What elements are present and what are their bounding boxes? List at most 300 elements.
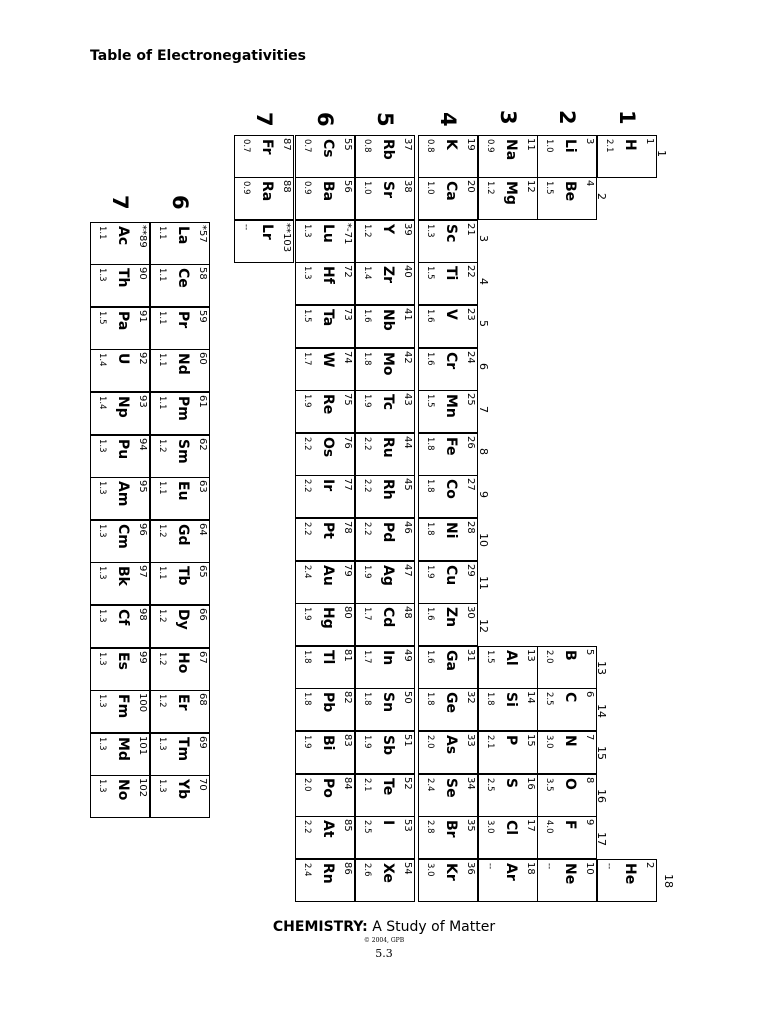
atomic-number: 18 <box>525 861 536 875</box>
element-symbol: Co <box>443 479 459 500</box>
electronegativity-value: 0.7 <box>241 138 251 153</box>
atomic-number: 22 <box>465 265 476 279</box>
electronegativity-value: 1.8 <box>362 692 372 706</box>
element-symbol: Np <box>115 395 131 418</box>
atomic-number: 52 <box>402 776 413 790</box>
electronegativity-value: 2.0 <box>302 777 312 792</box>
element-symbol: Rn <box>320 862 336 884</box>
atomic-number: 96 <box>137 522 148 536</box>
atomic-number: 81 <box>342 648 353 662</box>
element-symbol: La <box>175 225 191 244</box>
atomic-number: 59 <box>197 309 208 323</box>
element-symbol: Ru <box>380 436 396 458</box>
electronegativity-value: 1.2 <box>157 438 167 453</box>
element-symbol: Os <box>320 436 336 457</box>
atomic-number: 91 <box>137 309 148 323</box>
atomic-number: 9 <box>584 819 595 826</box>
element-symbol: Ir <box>320 479 336 492</box>
electronegativity-value: 3.0 <box>485 820 495 834</box>
element-symbol: Ga <box>443 649 459 671</box>
electronegativity-value: 1.7 <box>362 649 372 664</box>
group-label: 14 <box>595 703 608 718</box>
electronegativity-value: 2.4 <box>302 564 312 579</box>
electronegativity-value: 2.2 <box>362 436 372 451</box>
page-number: 5.3 <box>375 947 393 960</box>
atomic-number: 7 <box>584 733 595 741</box>
atomic-number: 66 <box>197 607 208 621</box>
electronegativity-value: 1.2 <box>362 223 372 238</box>
atomic-number: **103 <box>281 222 292 252</box>
electronegativity-value: 2.5 <box>544 692 554 706</box>
atomic-number: 17 <box>525 819 536 832</box>
element-symbol: He <box>622 862 638 884</box>
atomic-number: 100 <box>137 693 148 713</box>
element-symbol: Bi <box>320 734 336 751</box>
element-symbol: Dy <box>175 608 191 630</box>
atomic-number: 23 <box>465 307 476 321</box>
element-symbol: Fm <box>115 694 131 719</box>
element-symbol: Te <box>380 777 396 795</box>
electronegativity-value: 1.2 <box>157 694 167 708</box>
electronegativity-value: 1.8 <box>485 692 495 706</box>
electronegativity-value: 2.0 <box>425 734 435 749</box>
atomic-number: 74 <box>342 350 353 364</box>
electronegativity-value: 1.3 <box>157 779 167 793</box>
atomic-number: 63 <box>197 480 208 493</box>
atomic-number: 75 <box>342 393 353 406</box>
electronegativity-value: 0.7 <box>302 138 312 153</box>
atomic-number: 11 <box>525 137 536 151</box>
element-symbol: Tl <box>320 649 336 665</box>
atomic-number: 76 <box>342 435 353 449</box>
atomic-number: 82 <box>342 691 353 705</box>
atomic-number: 93 <box>137 394 148 408</box>
electronegativity-value: 0.9 <box>485 138 495 153</box>
electronegativity-value: 1.3 <box>302 266 312 280</box>
element-symbol: Yb <box>175 779 191 800</box>
element-symbol: Hf <box>320 266 336 285</box>
electronegativity-value: 1.3 <box>97 736 107 751</box>
electronegativity-value: 1.4 <box>97 353 107 367</box>
element-symbol: Ra <box>259 181 275 202</box>
atomic-number: 54 <box>402 861 413 875</box>
electronegativity-value: 1.3 <box>97 481 107 495</box>
electronegativity-value: 1.8 <box>302 649 312 664</box>
element-symbol: Pr <box>175 310 191 328</box>
atomic-number: 65 <box>197 565 208 579</box>
electronegativity-value: 1.5 <box>302 308 312 323</box>
element-symbol: Mg <box>503 181 519 206</box>
atomic-number: 43 <box>402 393 413 406</box>
atomic-number: 70 <box>197 778 208 792</box>
electronegativity-value: 2.6 <box>362 862 372 877</box>
electronegativity-value: 1.2 <box>157 608 167 623</box>
element-symbol: Rh <box>380 479 396 501</box>
electronegativity-value: 1.5 <box>544 181 554 195</box>
electronegativity-value: 2.1 <box>362 777 372 792</box>
element-symbol: S <box>503 777 519 788</box>
element-symbol: Ar <box>503 862 519 881</box>
element-symbol: Tm <box>175 736 191 761</box>
element-symbol: Th <box>115 268 131 288</box>
element-symbol: Al <box>503 649 519 666</box>
electronegativity-value: 3.5 <box>544 777 554 792</box>
electronegativity-value: 0.9 <box>302 181 312 195</box>
element-symbol: U <box>115 353 131 365</box>
element-symbol: Pt <box>320 521 336 539</box>
electronegativity-value: 1.7 <box>302 351 312 366</box>
electronegativity-value: 1.7 <box>362 607 372 621</box>
electronegativity-value: 1.8 <box>362 351 372 366</box>
electronegativity-value: 0.9 <box>241 181 251 195</box>
electronegativity-value: 1.1 <box>157 481 167 495</box>
period-label: 3 <box>496 110 520 125</box>
electronegativity-value: 1.9 <box>362 734 372 749</box>
footer-title <box>0 919 768 935</box>
element-symbol: Cl <box>503 820 519 836</box>
electronegativity-value: 1.6 <box>425 649 435 664</box>
atomic-number: 95 <box>137 480 148 493</box>
group-label: 10 <box>477 533 490 548</box>
electronegativity-value: 1.3 <box>302 223 312 238</box>
electronegativity-value: 1.9 <box>425 564 435 579</box>
atomic-number: 10 <box>584 861 595 875</box>
electronegativity-value: 3.0 <box>544 734 554 749</box>
electronegativity-value: 1.5 <box>425 394 435 408</box>
electronegativity-value: 1.8 <box>302 692 312 706</box>
atomic-number: 47 <box>402 563 413 577</box>
electronegativity-value: 2.8 <box>425 820 435 834</box>
electronegativity-value: 2.5 <box>362 820 372 834</box>
electronegativity-value: 2.1 <box>604 138 614 153</box>
electronegativity-value: -- <box>241 223 251 230</box>
element-symbol: Ag <box>380 564 396 586</box>
atomic-number: 26 <box>465 435 476 449</box>
element-symbol: At <box>320 820 336 838</box>
atomic-number: 25 <box>465 393 476 406</box>
atomic-number: *57 <box>197 224 208 243</box>
element-symbol: Cs <box>320 138 336 158</box>
period-label: 1 <box>615 110 639 125</box>
element-symbol: Pu <box>115 438 131 459</box>
atomic-number: 92 <box>137 352 148 366</box>
atomic-number: 67 <box>197 650 208 664</box>
element-symbol: Cm <box>115 523 131 549</box>
atomic-number: 94 <box>137 437 148 451</box>
electronegativity-value: 2.5 <box>485 777 495 792</box>
atomic-number: 16 <box>525 776 536 790</box>
electronegativity-value: 1.1 <box>157 353 167 367</box>
electronegativity-value: 1.3 <box>97 694 107 708</box>
electronegativity-value: 1.8 <box>425 521 435 536</box>
electronegativity-value: 2.2 <box>362 521 372 536</box>
element-symbol: Pd <box>380 521 396 543</box>
period-label: 5 <box>373 112 397 127</box>
atomic-number: 27 <box>465 478 476 492</box>
electronegativity-value: 2.2 <box>362 479 372 493</box>
element-symbol: Sb <box>380 734 396 755</box>
element-symbol: Ni <box>443 521 459 539</box>
atomic-number: **89 <box>137 224 148 248</box>
series-label: 6 <box>168 195 192 210</box>
element-symbol: Y <box>380 223 396 234</box>
atomic-number: 19 <box>465 137 476 151</box>
atomic-number: *-71 <box>342 222 353 245</box>
electronegativity-value: 1.6 <box>425 351 435 366</box>
element-symbol: In <box>380 649 396 665</box>
element-symbol: Cu <box>443 564 459 585</box>
element-symbol: Li <box>562 138 578 153</box>
atomic-number: 46 <box>402 520 413 534</box>
electronegativity-value: 1.5 <box>97 310 107 325</box>
element-symbol: Tc <box>380 394 396 411</box>
element-symbol: Ho <box>175 651 191 673</box>
electronegativity-value: 2.2 <box>302 479 312 493</box>
element-symbol: Pa <box>115 310 131 331</box>
atomic-number: 98 <box>137 607 148 621</box>
electronegativity-value: 1.1 <box>157 310 167 325</box>
electronegativity-value: 1.8 <box>425 436 435 451</box>
element-symbol: Ta <box>320 308 336 327</box>
electronegativity-value: 1.4 <box>362 266 372 280</box>
atomic-number: 21 <box>465 222 476 236</box>
element-symbol: W <box>320 351 336 367</box>
element-symbol: N <box>562 734 578 747</box>
atomic-number: 5 <box>584 648 595 656</box>
element-symbol: Fe <box>443 436 459 456</box>
element-symbol: P <box>503 734 519 746</box>
element-symbol: Ca <box>443 181 459 201</box>
element-symbol: Kr <box>443 862 459 881</box>
element-symbol: Tb <box>175 566 191 586</box>
element-symbol: Ne <box>562 862 578 884</box>
atomic-number: 24 <box>465 350 476 364</box>
electronegativity-value: 2.2 <box>302 820 312 834</box>
atomic-number: 85 <box>342 819 353 832</box>
element-symbol: Sr <box>380 181 396 199</box>
electronegativity-value: 1.4 <box>97 395 107 410</box>
atomic-number: 53 <box>402 819 413 832</box>
atomic-number: 39 <box>402 222 413 236</box>
element-symbol: Na <box>503 138 519 160</box>
group-label: 17 <box>595 831 608 846</box>
electronegativity-value: 1.6 <box>425 308 435 323</box>
atomic-number: 3 <box>584 137 595 144</box>
atomic-number: 29 <box>465 563 476 577</box>
group-label: 18 <box>662 874 675 889</box>
element-symbol: Lu <box>320 223 336 243</box>
electronegativity-value: 1.0 <box>544 138 554 153</box>
atomic-number: 61 <box>197 394 208 408</box>
element-symbol: I <box>380 820 396 826</box>
element-symbol: Ce <box>175 268 191 288</box>
atomic-number: 78 <box>342 520 353 534</box>
group-label: 6 <box>477 363 490 370</box>
electronegativity-value: 1.3 <box>425 223 435 238</box>
element-symbol: Br <box>443 820 459 838</box>
group-label: 9 <box>477 490 490 498</box>
element-symbol: Pb <box>320 692 336 713</box>
electronegativity-value: 1.3 <box>97 651 107 666</box>
electronegativity-value: 1.0 <box>425 181 435 195</box>
atomic-number: 60 <box>197 352 208 366</box>
footer-subtitle: A Study of Matter <box>367 919 496 935</box>
group-label: 16 <box>595 789 608 803</box>
atomic-number: 31 <box>465 648 476 662</box>
electronegativity-value: 1.6 <box>425 607 435 621</box>
electronegativity-value: 1.0 <box>362 181 372 195</box>
element-symbol: As <box>443 734 459 755</box>
electronegativity-value: 3.0 <box>425 862 435 877</box>
electronegativity-value: 1.6 <box>362 308 372 323</box>
atomic-number: 14 <box>525 691 536 705</box>
atomic-number: 88 <box>281 180 292 193</box>
atomic-number: 55 <box>342 137 353 151</box>
electronegativity-value: 1.9 <box>302 734 312 749</box>
element-symbol: C <box>562 692 578 703</box>
atomic-number: 72 <box>342 265 353 279</box>
element-symbol: Re <box>320 394 336 415</box>
atomic-number: 64 <box>197 522 208 536</box>
electronegativity-value: 1.2 <box>157 651 167 666</box>
element-symbol: Sn <box>380 692 396 713</box>
atomic-number: 62 <box>197 437 208 451</box>
element-symbol: Cr <box>443 351 459 369</box>
electronegativity-value: 1.8 <box>425 479 435 493</box>
atomic-number: 8 <box>584 776 595 783</box>
atomic-number: 30 <box>465 606 476 619</box>
electronegativity-value: 4.0 <box>544 820 554 834</box>
element-symbol: Sm <box>175 438 191 464</box>
element-symbol: K <box>443 138 459 150</box>
electronegativity-value: 1.1 <box>157 566 167 580</box>
element-symbol: Be <box>562 181 578 202</box>
atomic-number: 97 <box>137 565 148 579</box>
electronegativity-value: 1.3 <box>97 438 107 453</box>
element-symbol: Cd <box>380 607 396 628</box>
element-symbol: Xe <box>380 862 396 883</box>
group-label: 2 <box>595 192 608 200</box>
element-symbol: Nd <box>175 353 191 376</box>
period-label: 6 <box>313 112 337 127</box>
element-symbol: Ac <box>115 225 131 245</box>
electronegativity-value: 1.3 <box>97 608 107 623</box>
element-symbol: Eu <box>175 481 191 501</box>
element-symbol: Ba <box>320 181 336 202</box>
electronegativity-value: 1.1 <box>157 268 167 282</box>
atomic-number: 68 <box>197 693 208 706</box>
electronegativity-value: 1.1 <box>97 225 107 240</box>
atomic-number: 4 <box>584 180 595 187</box>
atomic-number: 51 <box>402 733 413 747</box>
electronegativity-value: 1.3 <box>157 736 167 751</box>
electronegativity-value: 0.8 <box>362 138 372 153</box>
atomic-number: 80 <box>342 606 353 619</box>
element-symbol: Gd <box>175 523 191 546</box>
element-symbol: Se <box>443 777 459 798</box>
electronegativity-value: -- <box>485 862 495 869</box>
atomic-number: 33 <box>465 733 476 747</box>
atomic-number: 41 <box>402 307 413 321</box>
atomic-number: 73 <box>342 307 353 321</box>
element-symbol: Sc <box>443 223 459 243</box>
element-symbol: O <box>562 777 578 790</box>
group-label: 13 <box>595 661 608 676</box>
element-symbol: Es <box>115 651 131 670</box>
atomic-number: 77 <box>342 478 353 492</box>
element-symbol: Hg <box>320 607 336 629</box>
atomic-number: 2 <box>644 861 655 869</box>
element-symbol: Lr <box>259 223 275 240</box>
footer-brand: CHEMISTRY: <box>272 919 368 935</box>
electronegativity-value: 1.3 <box>97 268 107 282</box>
electronegativity-value: 1.8 <box>425 692 435 706</box>
electronegativity-value: 1.1 <box>157 225 167 240</box>
electronegativity-value: 2.1 <box>485 734 495 749</box>
element-symbol: Zr <box>380 266 396 284</box>
atomic-number: 50 <box>402 691 413 705</box>
electronegativity-value: 2.2 <box>302 436 312 451</box>
element-symbol: B <box>562 649 578 661</box>
atomic-number: 84 <box>342 776 353 790</box>
period-label: 7 <box>252 112 276 127</box>
element-symbol: H <box>622 138 638 151</box>
element-symbol: Au <box>320 564 336 586</box>
atomic-number: 99 <box>137 650 148 664</box>
electronegativity-value: 1.5 <box>425 266 435 280</box>
atomic-number: 36 <box>465 861 476 875</box>
electronegativity-value: 0.8 <box>425 138 435 153</box>
electronegativity-value: 1.5 <box>485 649 495 664</box>
electronegativity-value: 1.9 <box>302 607 312 621</box>
atomic-number: 35 <box>465 819 476 832</box>
element-symbol: Si <box>503 692 519 708</box>
atomic-number: 101 <box>137 735 148 755</box>
element-symbol: Po <box>320 777 336 798</box>
atomic-number: 79 <box>342 563 353 577</box>
atomic-number: 13 <box>525 648 536 662</box>
atomic-number: 37 <box>402 137 413 151</box>
atomic-number: 20 <box>465 180 476 193</box>
group-label: 5 <box>477 320 490 328</box>
atomic-number: 32 <box>465 691 476 705</box>
atomic-number: 12 <box>525 180 536 193</box>
atomic-number: 38 <box>402 180 413 193</box>
atomic-number: 6 <box>584 691 595 698</box>
group-label: 1 <box>655 150 668 157</box>
element-symbol: Mn <box>443 394 459 418</box>
atomic-number: 102 <box>137 778 148 798</box>
atomic-number: 34 <box>465 776 476 790</box>
element-symbol: Am <box>115 481 131 507</box>
atomic-number: 69 <box>197 735 208 749</box>
atomic-number: 45 <box>402 478 413 492</box>
atomic-number: 83 <box>342 733 353 747</box>
electronegativity-value: 2.4 <box>302 862 312 877</box>
group-label: 3 <box>477 235 490 243</box>
electronegativity-value: 2.2 <box>302 521 312 536</box>
atomic-number: 48 <box>402 606 413 619</box>
group-label: 8 <box>477 448 490 456</box>
atomic-number: 42 <box>402 350 413 364</box>
atomic-number: 44 <box>402 435 413 449</box>
atomic-number: 87 <box>281 137 292 151</box>
element-symbol: Md <box>115 736 131 761</box>
series-label: 7 <box>108 195 132 210</box>
period-label: 4 <box>436 112 460 127</box>
electronegativity-value: 2.0 <box>544 649 554 664</box>
element-symbol: F <box>562 820 578 830</box>
